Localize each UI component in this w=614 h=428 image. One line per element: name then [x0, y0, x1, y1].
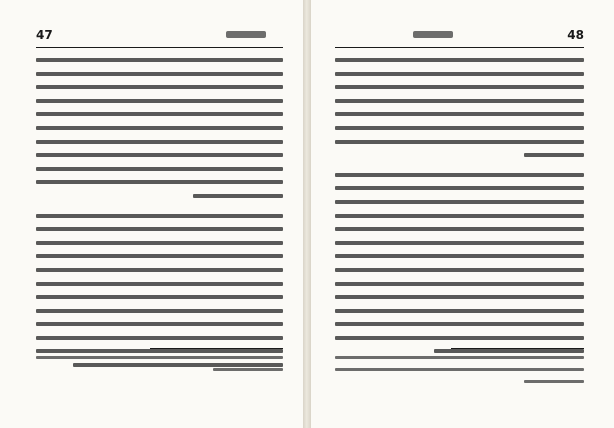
text-line [335, 241, 584, 245]
text-line [36, 180, 283, 184]
text-line [36, 227, 283, 231]
text-line [36, 336, 283, 340]
text-line [36, 58, 283, 62]
text-line [335, 309, 584, 313]
left-footnote [36, 356, 283, 380]
text-line [36, 167, 283, 171]
left-page-number: 47 [36, 28, 53, 42]
text-line [524, 153, 584, 157]
text-line [36, 282, 283, 286]
right-header-rule [335, 47, 584, 48]
text-line [335, 112, 584, 116]
text-line [36, 214, 283, 218]
left-footnote-rule [150, 348, 283, 349]
left-body-text [36, 58, 283, 377]
text-line [335, 173, 584, 177]
text-line [193, 194, 283, 198]
footnote-line [524, 380, 584, 383]
footnote-line [335, 356, 584, 359]
text-line [335, 227, 584, 231]
text-line [335, 140, 584, 144]
right-page [311, 0, 614, 428]
left-running-title [226, 31, 266, 38]
right-running-title [413, 31, 453, 38]
text-line [434, 349, 584, 353]
footnote-line [36, 356, 283, 359]
text-line [335, 214, 584, 218]
text-line [335, 58, 584, 62]
text-line [36, 322, 283, 326]
text-line [36, 349, 283, 353]
right-page-number: 48 [567, 28, 584, 42]
book-gutter [303, 0, 311, 428]
text-line [335, 336, 584, 340]
text-line [335, 72, 584, 76]
text-line [36, 309, 283, 313]
text-line [335, 268, 584, 272]
text-line [36, 85, 283, 89]
text-line [36, 99, 283, 103]
left-page [0, 0, 303, 428]
text-line [36, 241, 283, 245]
text-line [335, 99, 584, 103]
text-line [335, 186, 584, 190]
text-line [36, 268, 283, 272]
text-line [335, 282, 584, 286]
text-line [335, 254, 584, 258]
left-page-header [36, 28, 283, 42]
text-line [36, 126, 283, 130]
right-footnote-rule [451, 348, 584, 349]
right-body-text [335, 58, 584, 363]
right-footnote [335, 356, 584, 392]
text-line [335, 200, 584, 204]
text-line [335, 295, 584, 299]
text-line [36, 153, 283, 157]
footnote-line [213, 368, 283, 371]
text-line [36, 140, 283, 144]
text-line [36, 72, 283, 76]
left-header-rule [36, 47, 283, 48]
text-line [335, 85, 584, 89]
text-line [335, 322, 584, 326]
text-line [335, 126, 584, 130]
text-line [36, 295, 283, 299]
right-page-header [335, 28, 584, 42]
text-line [36, 254, 283, 258]
footnote-line [335, 368, 584, 371]
text-line [36, 112, 283, 116]
